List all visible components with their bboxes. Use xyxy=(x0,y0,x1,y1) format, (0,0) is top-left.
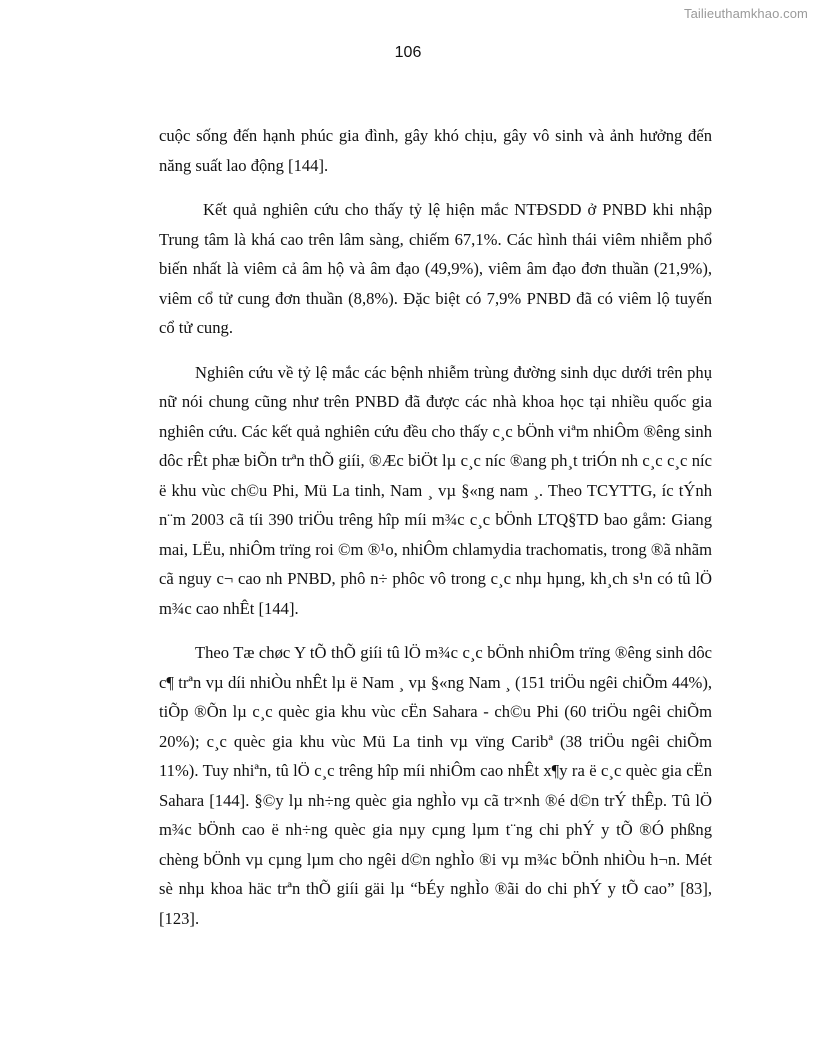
page-number: 106 xyxy=(394,44,422,61)
paragraph-4: Theo Tæ chøc Y tÕ thÕ giíi tû lÖ m¾c c¸c bÖnh nhiÔm trïng ®êng sinh dôc c¶ trªn vµ díi nhiÒu nhÊt lµ ë Nam ¸ vµ §«ng Nam ¸ (151 triÖu ngêi chiÕm 44%), tiÕp ®Õn lµ c¸c quèc gia khu vùc cËn Sahara - ch©u Phi (60 triÖu ngêi chiÕm 20%); c¸c quèc gia khu vùc Mü La tinh vµ vïng Caribª (38 triÖu ngêi chiÕm 11%). Tuy nhiªn, tû lÖ c¸c trêng hîp míi nhiÔm cao nhÊt x¶y ra ë c¸c quèc gia cËn Sahara [144]. §©y lµ nh÷ng quèc gia nghÌo vµ cã tr×nh ®é d©n trÝ thÊp. Tû lÖ m¾c bÖnh cao ë nh÷ng quèc gia nµy cµng lµm t¨ng chi phÝ y tÕ ®Ó phßng chèng bÖnh vµ cµng lµm cho ngêi d©n nghÌo ®i vµ m¾c bÖnh nhiÒu h¬n. Mét sè nhµ khoa häc trªn thÕ giíi gäi lµ “bÉy nghÌo ®ãi do chi phÝ y tÕ cao” [83], [123]. xyxy=(159,643,712,928)
paragraph-3: Nghiên cứu về tỷ lệ mắc các bệnh nhiễm trùng đường sinh dục dưới trên phụ nữ nói chung cũng như trên PNBD đã được các nhà khoa học tại nhiều quốc gia nghiên cứu. Các kết quả nghiên cứu đều cho thấy c¸c bÖnh viªm nhiÔm ®êng sinh dôc rÊt phæ biÕn trªn thÕ giíi, ®Æc biÖt lµ c¸c níc ®ang ph¸t triÓn nh c¸c c¸c níc ë khu vùc ch©u Phi, Mü La tinh, Nam ¸ vµ §«ng nam ¸. Theo TCYTTG, íc tÝnh n¨m 2003 cã tíi 390 triÖu trêng hîp míi m¾c c¸c bÖnh LTQ§TD bao gåm: Giang mai, LËu, nhiÔm trïng roi ©m ®¹o, nhiÔm chlamydia trachomatis, trong ®ã nhãm cã nguy c¬ cao nh PNBD, phô n÷ phôc vô trong c¸c nhµ hµng, kh¸ch s¹n có tû lÖ m¾c cao nhÊt [144]. xyxy=(159,362,712,618)
document-body xyxy=(159,121,712,948)
watermark: Tailieuthamkhao.com xyxy=(683,6,808,21)
paragraph-1: cuộc sống đến hạnh phúc gia đình, gây khó chịu, gây vô sinh và ảnh hưởng đến năng suất lao động [144]. xyxy=(159,126,712,175)
paragraph-2: Kết quả nghiên cứu cho thấy tỷ lệ hiện mắc NTĐSDD ở PNBD khi nhập Trung tâm là khá cao trên lâm sàng, chiếm 67,1%. Các hình thái viêm nhiễm phổ biến nhất là viêm cả âm hộ và âm đạo (49,9%), viêm âm đạo đơn thuần (21,9%), viêm cổ tử cung đơn thuần (8,8%). Đặc biệt có 7,9% PNBD đã có viêm lộ tuyến cổ tử cung. xyxy=(159,200,712,337)
